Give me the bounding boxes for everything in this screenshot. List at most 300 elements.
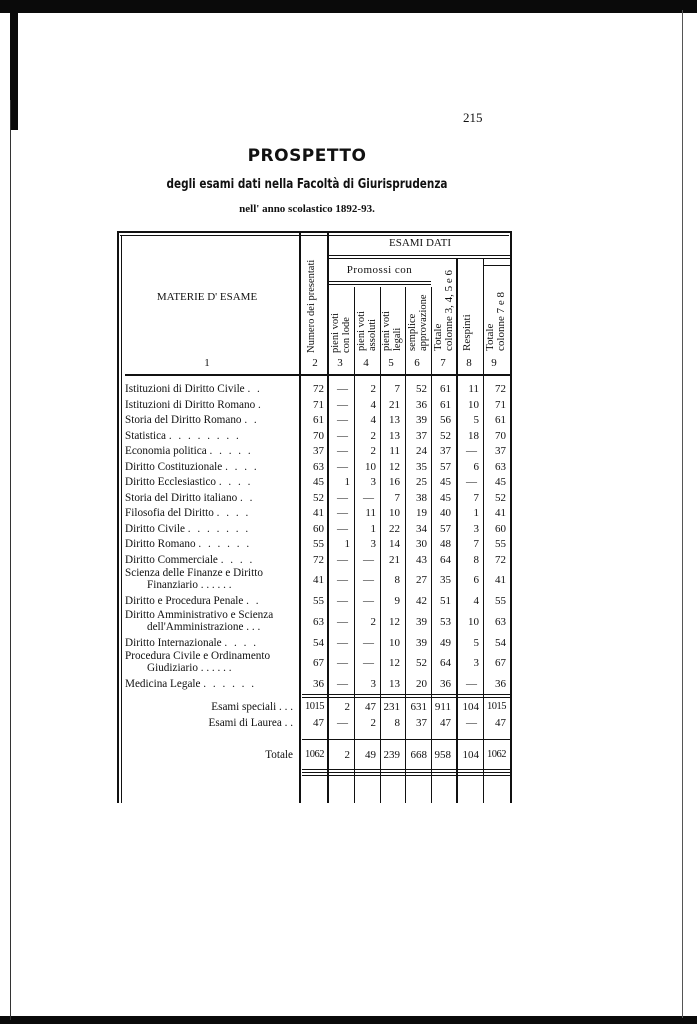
cell-col2: 41 bbox=[313, 574, 324, 586]
subject-name: Diritto Internazionale bbox=[125, 636, 225, 649]
cell-col9: 1015 bbox=[487, 700, 506, 712]
cell-col9: 55 bbox=[495, 595, 506, 607]
colnum-8: 8 bbox=[466, 357, 472, 369]
row-subject bbox=[125, 414, 259, 426]
subject-name: Economia politica bbox=[125, 445, 210, 457]
subtotal-row bbox=[117, 715, 512, 730]
cell-col9: 63 bbox=[495, 460, 506, 473]
rule-before-total bbox=[302, 739, 510, 740]
header-col8: Respinti bbox=[461, 314, 473, 351]
cell-col3: 2 bbox=[344, 700, 350, 713]
cell-col5: 10 bbox=[389, 636, 400, 649]
cell-col8: 5 bbox=[473, 414, 479, 426]
cell-col9: 67 bbox=[495, 657, 506, 669]
subject-leader-dots: . . bbox=[244, 414, 259, 426]
cell-col3: — bbox=[337, 574, 348, 586]
cell-col5: 12 bbox=[389, 615, 400, 628]
subject-name: Diritto Costituzionale bbox=[125, 460, 226, 473]
cell-col7: 35 bbox=[440, 574, 451, 586]
table-border-left bbox=[117, 231, 119, 803]
col-sep-6 bbox=[431, 287, 432, 803]
cell-col2: 37 bbox=[313, 445, 324, 457]
cell-col2: 52 bbox=[313, 491, 324, 504]
cell-col6: 43 bbox=[416, 553, 427, 566]
subtotal-row bbox=[117, 699, 512, 714]
rule-esami-dati bbox=[329, 255, 510, 256]
cell-col5: 14 bbox=[389, 538, 400, 550]
cell-col4: — bbox=[363, 491, 374, 504]
col-sep-2 bbox=[327, 231, 329, 803]
col-sep-4 bbox=[380, 287, 381, 803]
subject-leader-dots: . . . . bbox=[220, 553, 255, 566]
colnum-4: 4 bbox=[363, 357, 369, 369]
cell-col5: 7 bbox=[394, 491, 400, 504]
cell-col7: 61 bbox=[440, 398, 451, 411]
cell-col6: 30 bbox=[416, 538, 427, 550]
subject-leader-dots: . . bbox=[247, 383, 262, 395]
subject-line-1: Diritto Amministrativo e Scienza bbox=[125, 608, 274, 621]
scan-border-left bbox=[10, 10, 18, 130]
cell-col4: — bbox=[363, 636, 374, 649]
header-subjects: MATERIE D' ESAME bbox=[156, 291, 258, 303]
row-label: Totale bbox=[265, 748, 293, 761]
cell-col7: 64 bbox=[440, 657, 451, 669]
row-label: Esami speciali . . . bbox=[211, 700, 293, 713]
colnum-2: 2 bbox=[312, 357, 318, 369]
cell-col3: — bbox=[337, 491, 348, 504]
total-row bbox=[117, 747, 512, 762]
cell-col9: 41 bbox=[495, 574, 506, 586]
cell-col7: 47 bbox=[440, 716, 451, 729]
scan-border-bottom bbox=[0, 1016, 697, 1024]
row-subject bbox=[125, 399, 263, 411]
cell-col3: — bbox=[337, 507, 348, 519]
cell-col9: 41 bbox=[495, 507, 506, 519]
row-subject bbox=[125, 383, 262, 395]
header-col6: semplice approvazione bbox=[407, 294, 429, 351]
subject-line-2: Giudiziario . . . . . . bbox=[147, 662, 232, 674]
cell-col2: 63 bbox=[313, 460, 324, 473]
scan-border-top bbox=[0, 0, 697, 13]
cell-col2: 61 bbox=[313, 414, 324, 426]
cell-col8: 6 bbox=[473, 460, 479, 473]
cell-col8: 4 bbox=[473, 595, 479, 607]
cell-col7: 53 bbox=[440, 615, 451, 628]
cell-col6: 27 bbox=[416, 574, 427, 586]
cell-col9: 1062 bbox=[487, 748, 506, 760]
rule-colnum bbox=[125, 374, 510, 376]
table-row bbox=[117, 567, 512, 591]
cell-col9: 72 bbox=[495, 383, 506, 395]
cell-col2: 60 bbox=[313, 522, 324, 535]
cell-col3: — bbox=[337, 678, 348, 690]
cell-col4: — bbox=[363, 595, 374, 607]
cell-col9: 36 bbox=[495, 678, 506, 690]
cell-col7: 57 bbox=[440, 460, 451, 473]
cell-col8: 3 bbox=[473, 522, 479, 535]
colnum-9: 9 bbox=[491, 357, 497, 369]
subject-leader-dots: . . . . bbox=[225, 460, 259, 473]
cell-col7: 61 bbox=[440, 383, 451, 395]
cell-col6: 52 bbox=[416, 383, 427, 395]
cell-col5: 12 bbox=[389, 460, 400, 473]
cell-col7: 57 bbox=[440, 522, 451, 535]
subject-name: Diritto Ecclesiastico bbox=[125, 476, 219, 488]
cell-col5: 13 bbox=[389, 429, 400, 442]
cell-col4: 3 bbox=[370, 538, 376, 550]
cell-col7: 37 bbox=[440, 445, 451, 457]
cell-col7: 52 bbox=[440, 429, 451, 442]
row-label: Esami di Laurea . . bbox=[208, 716, 293, 729]
cell-col7: 958 bbox=[434, 748, 451, 761]
cell-col2: 55 bbox=[313, 595, 324, 607]
cell-col2: 45 bbox=[313, 476, 324, 488]
header-col4: pieni voti assoluti bbox=[356, 311, 378, 351]
row-subject bbox=[125, 650, 270, 674]
rule-promossi-2 bbox=[329, 284, 431, 285]
cell-col2: 47 bbox=[313, 716, 324, 729]
cell-col7: 911 bbox=[434, 700, 451, 713]
table-row bbox=[117, 428, 512, 444]
cell-col7: 64 bbox=[440, 553, 451, 566]
cell-col3: — bbox=[337, 636, 348, 649]
subject-leader-dots: . . . . bbox=[216, 507, 251, 519]
cell-col9: 63 bbox=[495, 615, 506, 628]
cell-col4: — bbox=[363, 553, 374, 566]
cell-col4: 3 bbox=[370, 678, 376, 690]
rule-after-total-3 bbox=[302, 775, 510, 776]
subject-leader-dots: . . . . bbox=[224, 636, 258, 649]
colnum-5: 5 bbox=[388, 357, 394, 369]
cell-col3: 2 bbox=[344, 748, 350, 761]
cell-col6: 37 bbox=[416, 429, 427, 442]
cell-col5: 10 bbox=[389, 507, 400, 519]
cell-col3: — bbox=[337, 460, 348, 473]
cell-col2: 70 bbox=[313, 429, 324, 442]
cell-col6: 39 bbox=[416, 636, 427, 649]
cell-col7: 45 bbox=[440, 476, 451, 488]
page-subtitle: degli esami dati nella Facoltà di Giurisprudenza bbox=[166, 176, 448, 192]
subject-leader-dots: . . . . . . . . bbox=[168, 429, 241, 442]
cell-col2: 54 bbox=[313, 636, 324, 649]
cell-col5: 8 bbox=[394, 716, 400, 729]
cell-col5: 11 bbox=[389, 445, 400, 457]
col-sep-5 bbox=[405, 287, 406, 803]
cell-col4: 2 bbox=[370, 383, 376, 395]
cell-col6: 42 bbox=[416, 595, 427, 607]
cell-col8: 5 bbox=[473, 636, 479, 649]
cell-col8: — bbox=[466, 476, 477, 488]
cell-col3: — bbox=[337, 553, 348, 566]
cell-col3: — bbox=[337, 615, 348, 628]
table-row bbox=[117, 552, 512, 568]
cell-col8: 11 bbox=[468, 383, 479, 395]
subject-leader-dots: . . . . . . bbox=[203, 678, 257, 690]
cell-col3: — bbox=[337, 414, 348, 426]
cell-col5: 7 bbox=[394, 383, 400, 395]
colnum-3: 3 bbox=[337, 357, 343, 369]
cell-col3: — bbox=[337, 522, 348, 535]
cell-col8: 7 bbox=[473, 538, 479, 550]
table-row bbox=[117, 593, 512, 609]
subject-leader-dots: . . bbox=[246, 595, 261, 607]
row-subject bbox=[125, 445, 253, 457]
rule-promossi bbox=[329, 281, 431, 282]
cell-col6: 20 bbox=[416, 678, 427, 690]
table-border-left-inner bbox=[121, 235, 122, 803]
cell-col4: 4 bbox=[370, 398, 376, 411]
table-border-top-inner bbox=[120, 235, 509, 236]
cell-col9: 70 bbox=[495, 429, 506, 442]
subject-leader-dots: . . . . bbox=[218, 476, 253, 488]
col-sep-8 bbox=[483, 259, 484, 803]
row-subject bbox=[125, 523, 250, 535]
cell-col4: 47 bbox=[365, 700, 376, 713]
subject-name: Medicina Legale bbox=[125, 678, 204, 690]
cell-col4: 10 bbox=[365, 460, 376, 473]
cell-col2: 72 bbox=[313, 553, 324, 566]
table-row bbox=[117, 397, 512, 413]
cell-col2: 55 bbox=[313, 538, 324, 550]
colnum-7: 7 bbox=[440, 357, 446, 369]
cell-col8: 104 bbox=[462, 748, 479, 761]
cell-col4: 11 bbox=[365, 507, 376, 519]
cell-col3: — bbox=[337, 657, 348, 669]
subject-name: Storia del Diritto italiano bbox=[125, 491, 240, 504]
cell-col8: 3 bbox=[473, 657, 479, 669]
table-row bbox=[117, 635, 512, 651]
subject-name: Istituzioni di Diritto Civile bbox=[125, 383, 248, 395]
subject-name: Istituzioni di Diritto Romano bbox=[125, 398, 258, 411]
subject-leader-dots: . . . . . . bbox=[198, 538, 252, 550]
subject-name: Statistica bbox=[125, 429, 169, 442]
cell-col2: 72 bbox=[313, 383, 324, 395]
cell-col3: 1 bbox=[344, 476, 350, 488]
cell-col8: 18 bbox=[468, 429, 479, 442]
cell-col6: 52 bbox=[416, 657, 427, 669]
table-row bbox=[117, 412, 512, 428]
header-col7: Totale colonne 3, 4, 5 e 6 bbox=[432, 270, 455, 351]
cell-col5: 9 bbox=[394, 595, 400, 607]
cell-col8: 8 bbox=[473, 553, 479, 566]
table-border-right bbox=[510, 231, 512, 803]
cell-col4: — bbox=[363, 574, 374, 586]
cell-col8: — bbox=[466, 678, 477, 690]
subject-name: Diritto Commerciale bbox=[125, 553, 221, 566]
row-subject bbox=[125, 609, 273, 633]
cell-col7: 48 bbox=[440, 538, 451, 550]
row-subject bbox=[125, 554, 254, 566]
cell-col5: 231 bbox=[383, 700, 400, 713]
cell-col3: — bbox=[337, 716, 348, 729]
page-edge-right bbox=[682, 10, 683, 1018]
header-col5: pieni voti legali bbox=[381, 311, 403, 351]
subject-line-2: dell'Amministrazione . . . bbox=[147, 620, 261, 633]
cell-col5: 8 bbox=[394, 574, 400, 586]
cell-col9: 52 bbox=[495, 491, 506, 504]
row-subject bbox=[125, 507, 250, 519]
exam-table bbox=[117, 231, 512, 803]
cell-col2: 36 bbox=[313, 678, 324, 690]
cell-col3: — bbox=[337, 429, 348, 442]
page-title: PROSPETTO bbox=[247, 146, 367, 166]
cell-col2: 67 bbox=[313, 657, 324, 669]
cell-col9: 37 bbox=[495, 445, 506, 457]
row-subject bbox=[125, 538, 251, 550]
subject-line-2: Finanziario . . . . . . bbox=[147, 579, 232, 591]
cell-col4: 1 bbox=[370, 522, 376, 535]
colnum-6: 6 bbox=[414, 357, 420, 369]
cell-col5: 239 bbox=[383, 748, 400, 761]
cell-col6: 631 bbox=[410, 700, 427, 713]
row-subject bbox=[125, 430, 241, 442]
cell-col8: 1 bbox=[473, 507, 479, 519]
cell-col6: 35 bbox=[416, 460, 427, 473]
rule-esami-dati-2 bbox=[329, 258, 510, 259]
cell-col2: 71 bbox=[313, 398, 324, 411]
cell-col6: 39 bbox=[416, 414, 427, 426]
rule-before-subtotals-2 bbox=[302, 697, 510, 698]
cell-col5: 13 bbox=[389, 678, 400, 690]
table-row bbox=[117, 609, 512, 633]
table-row bbox=[117, 676, 512, 692]
cell-col6: 24 bbox=[416, 445, 427, 457]
rule-after-total-2 bbox=[302, 772, 510, 773]
cell-col7: 40 bbox=[440, 507, 451, 519]
cell-col5: 16 bbox=[389, 476, 400, 488]
cell-col8: 6 bbox=[473, 574, 479, 586]
subject-line-1: Procedura Civile e Ordinamento bbox=[125, 650, 271, 662]
cell-col9: 47 bbox=[495, 716, 506, 729]
cell-col6: 25 bbox=[416, 476, 427, 488]
page-number: 215 bbox=[463, 110, 483, 125]
header-esami-dati: ESAMI DATI bbox=[388, 237, 452, 249]
table-row bbox=[117, 443, 512, 459]
col-sep-7 bbox=[456, 259, 458, 803]
cell-col4: 4 bbox=[370, 414, 376, 426]
colnum-1: 1 bbox=[204, 357, 210, 369]
cell-col7: 49 bbox=[440, 636, 451, 649]
cell-col6: 36 bbox=[416, 398, 427, 411]
cell-col5: 22 bbox=[389, 522, 400, 535]
table-row bbox=[117, 490, 512, 506]
row-subject bbox=[125, 492, 254, 504]
table-row bbox=[117, 505, 512, 521]
row-subject bbox=[125, 461, 259, 473]
cell-col2: 1015 bbox=[305, 700, 324, 712]
rule-col9 bbox=[483, 265, 510, 266]
cell-col5: 13 bbox=[389, 414, 400, 426]
subject-name: Filosofia del Diritto bbox=[125, 507, 217, 519]
row-subject bbox=[125, 567, 263, 591]
cell-col6: 34 bbox=[416, 522, 427, 535]
academic-year: nell' anno scolastico 1892-93. bbox=[239, 203, 375, 215]
cell-col9: 55 bbox=[495, 538, 506, 550]
cell-col8: — bbox=[466, 445, 477, 457]
header-presentati: Numero dei presentati bbox=[306, 259, 317, 353]
cell-col9: 71 bbox=[495, 398, 506, 411]
cell-col4: 3 bbox=[370, 476, 376, 488]
cell-col3: — bbox=[337, 595, 348, 607]
cell-col5: 21 bbox=[389, 398, 400, 411]
cell-col4: — bbox=[363, 657, 374, 669]
cell-col8: — bbox=[466, 716, 477, 729]
cell-col5: 12 bbox=[389, 657, 400, 669]
cell-col7: 56 bbox=[440, 414, 451, 426]
cell-col9: 45 bbox=[495, 476, 506, 488]
row-subject bbox=[125, 678, 256, 690]
table-row bbox=[117, 474, 512, 490]
subject-leader-dots: . . . . . . . bbox=[187, 522, 251, 535]
cell-col9: 72 bbox=[495, 553, 506, 566]
subject-name: Diritto Civile bbox=[125, 522, 188, 535]
header-col3: pieni voti con lode bbox=[330, 313, 352, 353]
cell-col3: — bbox=[337, 383, 348, 395]
table-row bbox=[117, 381, 512, 397]
cell-col8: 7 bbox=[473, 491, 479, 504]
cell-col4: 2 bbox=[370, 445, 376, 457]
cell-col3: — bbox=[337, 398, 348, 411]
cell-col6: 39 bbox=[416, 615, 427, 628]
header-col9: Totale colonne 7 e 8 bbox=[484, 292, 507, 351]
row-subject bbox=[125, 637, 258, 649]
row-subject bbox=[125, 476, 252, 488]
table-row bbox=[117, 459, 512, 475]
header-promossi-con: Promossi con bbox=[346, 264, 413, 276]
subject-leader-dots: . bbox=[258, 398, 263, 411]
cell-col6: 37 bbox=[416, 716, 427, 729]
cell-col2: 63 bbox=[313, 615, 324, 628]
cell-col6: 668 bbox=[410, 748, 427, 761]
cell-col7: 36 bbox=[440, 678, 451, 690]
cell-col2: 41 bbox=[313, 507, 324, 519]
subject-line-1: Scienza delle Finanze e Diritto bbox=[125, 567, 263, 579]
cell-col4: 2 bbox=[370, 429, 376, 442]
cell-col3: — bbox=[337, 445, 348, 457]
subject-leader-dots: . . bbox=[239, 491, 255, 504]
page-edge-left bbox=[10, 100, 11, 1020]
cell-col6: 19 bbox=[416, 507, 427, 519]
cell-col4: 49 bbox=[365, 748, 376, 761]
cell-col6: 38 bbox=[416, 491, 427, 504]
subject-leader-dots: . . . . . bbox=[209, 445, 253, 457]
cell-col9: 61 bbox=[495, 414, 506, 426]
table-border-top bbox=[117, 231, 512, 233]
cell-col8: 10 bbox=[468, 398, 479, 411]
cell-col2: 1062 bbox=[305, 748, 324, 760]
row-subject bbox=[125, 595, 261, 607]
subject-name: Storia del Diritto Romano bbox=[125, 414, 245, 426]
rule-after-total bbox=[302, 769, 510, 770]
table-row bbox=[117, 536, 512, 552]
cell-col8: 10 bbox=[468, 615, 479, 628]
table-row bbox=[117, 650, 512, 674]
subject-name: Diritto Romano bbox=[125, 538, 199, 550]
cell-col7: 51 bbox=[440, 595, 451, 607]
cell-col3: 1 bbox=[344, 538, 350, 550]
rule-before-subtotals bbox=[302, 694, 510, 695]
cell-col7: 45 bbox=[440, 491, 451, 504]
cell-col4: 2 bbox=[370, 716, 376, 729]
col-sep-1 bbox=[299, 231, 301, 803]
cell-col9: 54 bbox=[495, 636, 506, 649]
cell-col4: 2 bbox=[370, 615, 376, 628]
subject-name: Diritto e Procedura Penale bbox=[125, 595, 247, 607]
col-sep-3 bbox=[354, 287, 355, 803]
cell-col9: 60 bbox=[495, 522, 506, 535]
cell-col5: 21 bbox=[389, 553, 400, 566]
table-row bbox=[117, 521, 512, 537]
